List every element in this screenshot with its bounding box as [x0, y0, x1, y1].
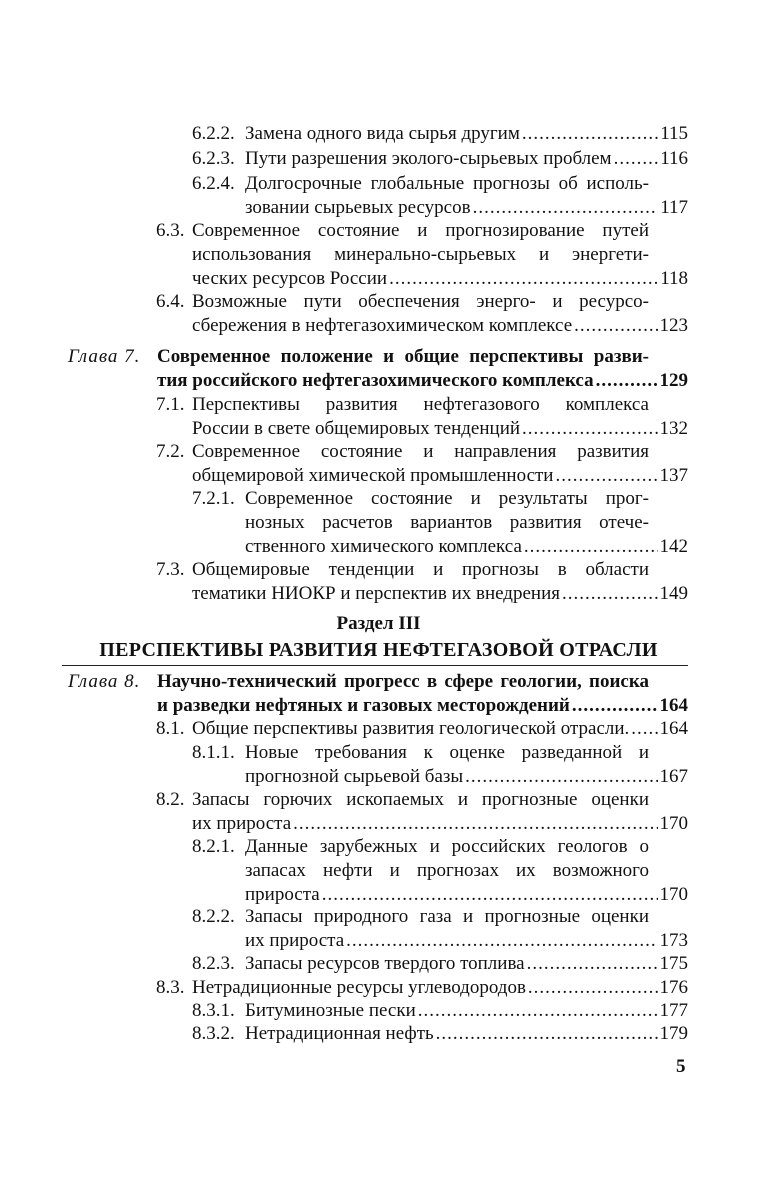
section-title: ПЕРСПЕКТИВЫ РАЗВИТИЯ НЕФТЕГАЗОВОЙ ОТРАСЛИ: [99, 639, 658, 661]
toc-entry-line: Перспективы развития нефтегазового комплекса: [192, 394, 649, 415]
toc-entry-title: тематики НИОКР и перспектив их внедрения: [192, 583, 560, 604]
leader-dots: [524, 535, 658, 559]
toc-number: 7.3.: [156, 559, 185, 580]
leader-dots: [522, 417, 657, 441]
toc-number: 6.2.4.: [192, 173, 235, 194]
leader-dots: [346, 929, 657, 953]
leader-dots: [322, 883, 658, 907]
toc-entry-title: сбережения в нефтегазохимическом комплексе: [192, 315, 573, 336]
leader-dots: [418, 999, 658, 1023]
toc-entry-line: Возможные пути обеспечения энерго- и ресурсо-: [192, 291, 649, 312]
leader-dots: [562, 582, 658, 606]
toc-page-number: 129: [659, 370, 688, 391]
toc-entry-8-2[interactable]: [192, 788, 688, 836]
toc-number: 8.2.1.: [192, 836, 235, 857]
leader-dots: [572, 694, 658, 718]
toc-entry-title: прогнозной сырьевой базы: [245, 766, 464, 787]
toc-page-number: 116: [660, 148, 688, 169]
page-number: 5: [676, 1056, 686, 1077]
leader-dots: [596, 369, 658, 393]
toc-page-number: 149: [659, 583, 688, 604]
toc-page-number: 173: [659, 930, 688, 951]
toc-entry-line: Современное положение и общие перспективы разви-: [157, 346, 649, 367]
toc-entry-line: использования минерально-сырьевых и энергети-: [192, 244, 649, 265]
toc-page-number: 164: [659, 718, 688, 739]
toc-page-number: 167: [659, 766, 688, 787]
toc-entry-line: нозных расчетов вариантов развития отече-: [245, 512, 649, 533]
toc-entry-line: Данные зарубежных и российских геологов о: [245, 836, 649, 857]
toc-entry-title: ственного химического комплекса: [245, 536, 522, 557]
toc-number: 6.3.: [156, 220, 185, 241]
toc-entry-title: и разведки нефтяных и газовых месторождений: [157, 695, 570, 716]
toc-page-number: 123: [659, 315, 688, 336]
toc-page-number: 117: [660, 197, 688, 218]
toc-page-number: 164: [659, 695, 688, 716]
toc-page-number: 118: [660, 268, 688, 289]
toc-entry-title: России в свете общемировых тенденций: [192, 418, 521, 439]
toc-number: 7.2.1.: [192, 488, 235, 509]
toc-entry-title: Нетрадиционная нефть: [245, 1023, 434, 1044]
toc-page-number: 132: [659, 418, 688, 439]
leader-dots: [522, 122, 658, 146]
toc-number: 8.1.1.: [192, 742, 235, 763]
toc-entry-line: Новые требования к оценке разведанной и: [245, 742, 649, 763]
toc-entry-title: их прироста: [245, 930, 345, 951]
toc-entry-line: Запасы горючих ископаемых и прогнозные оценки: [192, 789, 649, 810]
toc-entry-line: Современное состояние и прогнозирование путей: [192, 220, 649, 241]
toc-entry-7-1[interactable]: [192, 393, 688, 441]
toc-number: 8.3.1.: [192, 1000, 235, 1021]
toc-entry-line: Долгосрочные глобальные прогнозы об исполь-: [245, 173, 649, 194]
toc-entry-title: Битуминозные пески: [245, 1000, 416, 1021]
toc-entry-line: запасах нефти и прогнозах их возможного: [245, 860, 649, 881]
toc-number: 7.2.: [156, 441, 185, 462]
toc-entry-8-3[interactable]: [192, 976, 688, 1000]
toc-entry-6-3[interactable]: [192, 219, 688, 291]
leader-dots: [473, 196, 659, 220]
toc-entry-title: их прироста: [192, 813, 292, 834]
toc-page-number: 170: [659, 813, 688, 834]
section-label: Раздел III: [336, 613, 421, 634]
toc-entry-title: ческих ресурсов России: [192, 268, 388, 289]
toc-entry-title: Нетрадиционные ресурсы углеводородов: [192, 977, 526, 998]
toc-entry-8-2-1[interactable]: [245, 835, 688, 907]
toc-entry-8-3-1[interactable]: [245, 999, 688, 1023]
toc-entry-title: прироста: [245, 884, 320, 905]
toc-entry-title: зовании сырьевых ресурсов: [245, 197, 471, 218]
toc-page-number: 176: [659, 977, 688, 998]
toc-entry-6-2-4[interactable]: [245, 172, 688, 220]
toc-number: 8.2.3.: [192, 953, 235, 974]
leader-dots: [555, 464, 657, 488]
toc-number: 6.2.2.: [192, 123, 235, 144]
toc-entry-8-2-2[interactable]: [245, 905, 688, 953]
toc-entry-line: Современное состояние и направления развития: [192, 441, 649, 462]
chapter-label: Глава 7.: [68, 346, 141, 367]
leader-dots: [389, 267, 658, 291]
toc-entry-line: Научно-технический прогресс в сфере геологии, поиска: [157, 671, 649, 692]
toc-number: 8.2.: [156, 789, 185, 810]
toc-entry-8-1[interactable]: [192, 717, 688, 741]
toc-number: 6.4.: [156, 291, 185, 312]
toc-page-number: 115: [660, 123, 688, 144]
toc-chapter-8[interactable]: [157, 670, 688, 718]
toc-entry-title: Запасы ресурсов твердого топлива: [245, 953, 525, 974]
toc-entry-title: общемировой химической промышленности: [192, 465, 554, 486]
toc-entry-title: Общие перспективы развития геологической отрасли.: [192, 718, 630, 739]
toc-number: 6.2.3.: [192, 148, 235, 169]
section-divider: [62, 665, 688, 666]
toc-page-number: 175: [659, 953, 688, 974]
leader-dots: [528, 976, 658, 1000]
toc-entry-line: Современное состояние и результаты прог-: [245, 488, 649, 509]
leader-dots: [631, 717, 657, 741]
leader-dots: [293, 812, 657, 836]
toc-page-number: 177: [659, 1000, 688, 1021]
chapter-label: Глава 8.: [68, 671, 141, 692]
toc-entry-7-2[interactable]: [192, 440, 688, 488]
toc-entry-title: Замена одного вида сырья другим: [245, 123, 520, 144]
toc-entry-8-2-3[interactable]: [245, 952, 688, 976]
toc-number: 8.1.: [156, 718, 185, 739]
leader-dots: [614, 147, 659, 171]
toc-entry-title: тия российского нефтегазохимического комплекса: [157, 370, 594, 391]
toc-entry-title: Пути разрешения эколого-сырьевых проблем: [245, 148, 612, 169]
toc-page-number: 137: [659, 465, 688, 486]
toc-entry-6-2-2[interactable]: [245, 122, 688, 146]
toc-number: 7.1.: [156, 394, 185, 415]
toc-entry-7-2-1[interactable]: [245, 487, 688, 559]
toc-chapter-7[interactable]: [157, 345, 688, 393]
toc-entry-line: Запасы природного газа и прогнозные оценки: [245, 906, 649, 927]
toc-entry-7-3[interactable]: [192, 558, 688, 606]
toc-number: 8.3.: [156, 977, 185, 998]
leader-dots: [465, 765, 657, 789]
toc-page-number: 142: [659, 536, 688, 557]
toc-page-number: 179: [659, 1023, 688, 1044]
leader-dots: [574, 314, 657, 338]
toc-entry-8-1-1[interactable]: [245, 741, 688, 789]
leader-dots: [436, 1022, 658, 1046]
toc-entry-line: Общемировые тенденции и прогнозы в области: [192, 559, 649, 580]
toc-page-number: 170: [659, 884, 688, 905]
toc-number: 8.2.2.: [192, 906, 235, 927]
toc-number: 8.3.2.: [192, 1023, 235, 1044]
toc-entry-6-2-3[interactable]: [245, 147, 688, 171]
toc-entry-6-4[interactable]: [192, 290, 688, 338]
leader-dots: [527, 952, 658, 976]
toc-entry-8-3-2[interactable]: [245, 1022, 688, 1046]
